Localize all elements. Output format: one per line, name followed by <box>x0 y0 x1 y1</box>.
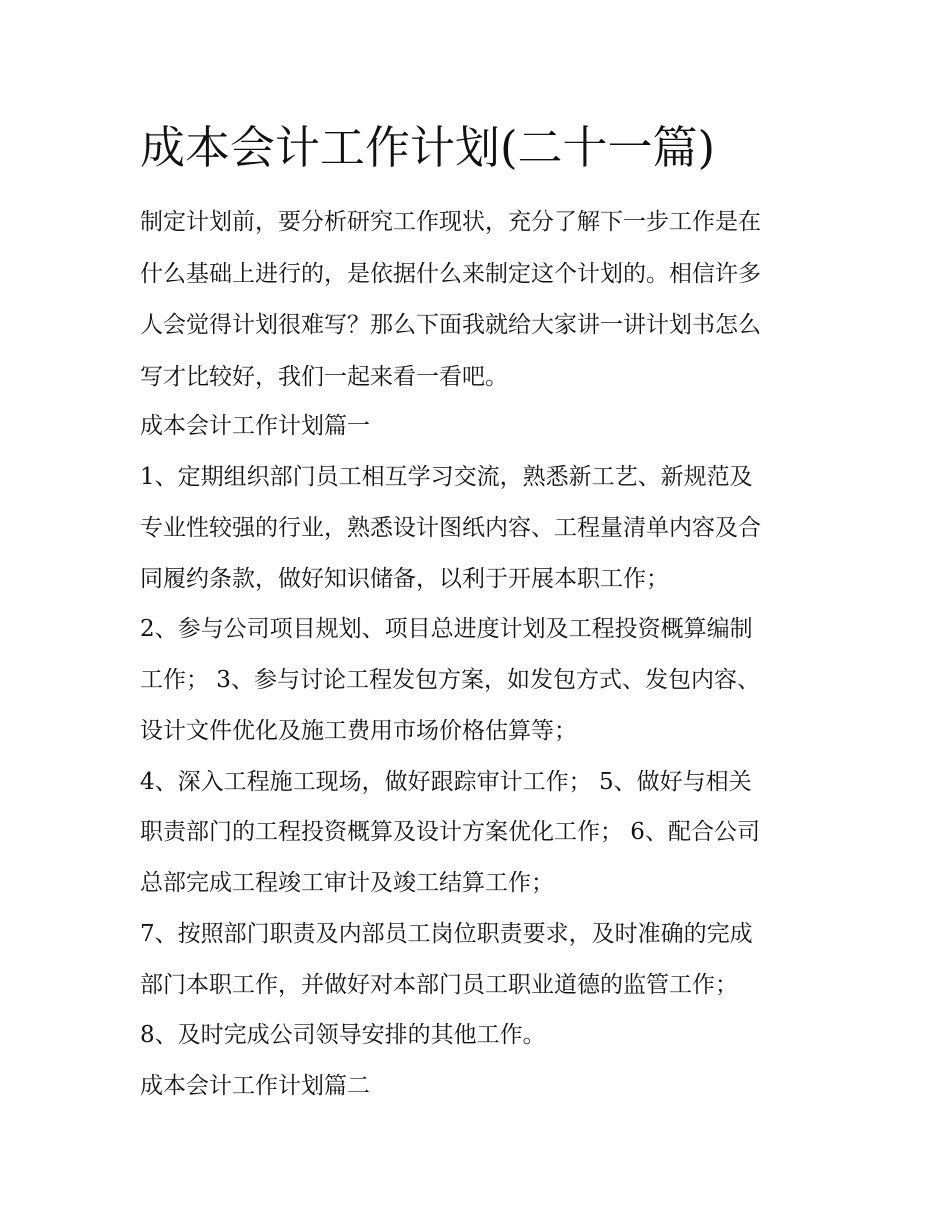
item-6-line-1: 总部完成工程竣工审计及竣工结算工作； <box>140 870 554 896</box>
item-4-line-1: 4、深入工程施工现场，做好跟踪审计工作； 5、做好与相关 <box>140 769 752 795</box>
item-1-line-3: 同履约条款，做好知识储备，以利于开展本职工作； <box>140 566 669 592</box>
item-3-line-1: 设计文件优化及施工费用市场价格估算等； <box>140 718 577 744</box>
item-8-line-1: 8、及时完成公司领导安排的其他工作。 <box>140 1022 546 1048</box>
item-2-line-2: 工作； 3、参与讨论工程发包方案，如发包方式、发包内容、 <box>140 667 760 693</box>
intro-line-4: 写才比较好，我们一起来看一看吧。 <box>140 364 508 390</box>
section-heading-1: 成本会计工作计划篇一 <box>140 413 370 439</box>
item-1-line-1: 1、定期组织部门员工相互学习交流，熟悉新工艺、新规范及 <box>140 464 753 490</box>
intro-line-3: 人会觉得计划很难写？那么下面我就给大家讲一讲计划书怎么 <box>140 312 761 338</box>
document-title: 成本会计工作计划(二十一篇) <box>140 121 716 174</box>
section-heading-2: 成本会计工作计划篇二 <box>140 1073 370 1099</box>
item-2-line-1: 2、参与公司项目规划、项目总进度计划及工程投资概算编制 <box>140 616 753 642</box>
intro-line-1: 制定计划前，要分析研究工作现状，充分了解下一步工作是在 <box>140 209 761 235</box>
item-7-line-1: 7、按照部门职责及内部员工岗位职责要求，及时准确的完成 <box>140 921 753 947</box>
intro-line-2: 什么基础上进行的，是依据什么来制定这个计划的。相信许多 <box>140 261 761 287</box>
item-7-line-2: 部门本职工作，并做好对本部门员工职业道德的监管工作； <box>140 972 738 998</box>
item-1-line-2: 专业性较强的行业，熟悉设计图纸内容、工程量清单内容及合 <box>140 515 761 541</box>
item-5-line-1: 职责部门的工程投资概算及设计方案优化工作； 6、配合公司 <box>140 819 760 845</box>
